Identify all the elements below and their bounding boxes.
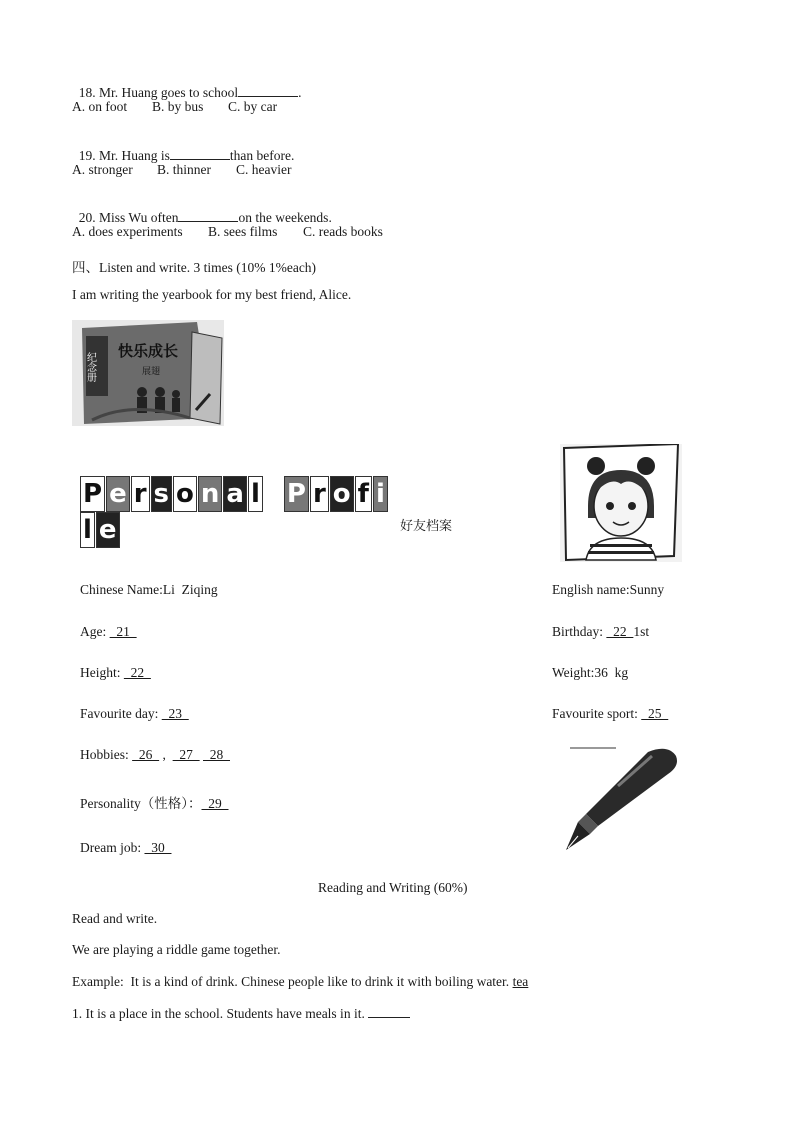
riddle-question-1: 1. It is a place in the school. Students have meals in it. <box>72 1005 410 1022</box>
title-letter: s <box>151 476 172 512</box>
section-4-heading: 四、Listen and write. 3 times (10% 1%each) <box>72 260 317 275</box>
q19-option-b[interactable]: B. thinner <box>157 162 211 177</box>
example-riddle: Example: It is a kind of drink. Chinese people like to drink it with boiling water. tea <box>72 974 529 989</box>
title-letter: l <box>80 512 95 548</box>
q19-option-a[interactable]: A. stronger <box>72 162 133 177</box>
q20-option-c[interactable]: C. reads books <box>303 224 383 239</box>
q20-option-a[interactable]: A. does experiments <box>72 224 183 239</box>
blank-22-birthday[interactable]: 22 <box>606 624 634 639</box>
title-letter: r <box>310 476 329 512</box>
q18-option-c[interactable]: C. by car <box>228 99 278 114</box>
riddle-intro: We are playing a riddle game together. <box>72 942 281 957</box>
title-letter: o <box>173 476 197 512</box>
title-letter: P <box>80 476 105 512</box>
blank-26[interactable]: 26 <box>132 747 160 762</box>
blank-28[interactable]: 28 <box>203 747 230 762</box>
title-letter: P <box>284 476 309 512</box>
q20-option-b[interactable]: B. sees films <box>208 224 278 239</box>
yearbook-album-image <box>72 320 224 426</box>
album-title: 快乐成长 <box>118 342 179 360</box>
girl-portrait-image <box>560 444 682 562</box>
blank-27[interactable]: 27 <box>172 747 200 762</box>
blank-21[interactable]: 21 <box>109 624 137 639</box>
album-side-text: 纪念册 <box>84 352 96 382</box>
title-letter: a <box>223 476 247 512</box>
title-letter: e <box>106 476 130 512</box>
reading-writing-heading: Reading and Writing (60%) <box>318 880 468 895</box>
weight-row: Weight:36 kg <box>552 665 629 680</box>
question-20: 20. Miss Wu often on the weekends. <box>78 210 332 225</box>
question-19: 19. Mr. Huang is than before. <box>78 148 295 163</box>
example-answer: tea <box>512 974 529 989</box>
height-row: Height: 22 <box>80 665 151 680</box>
read-and-write-instruction: Read and write. <box>72 911 158 926</box>
riddle-1-blank[interactable] <box>368 1005 410 1018</box>
title-letter: i <box>373 476 388 512</box>
title-letter: o <box>330 476 354 512</box>
blank-30[interactable]: 30 <box>144 840 172 855</box>
profile-subtitle: 好友档案 <box>400 519 453 534</box>
q19-option-c[interactable]: C. heavier <box>236 162 292 177</box>
q18-blank[interactable] <box>238 84 298 97</box>
fountain-pen-image <box>556 744 682 856</box>
section-4-intro: I am writing the yearbook for my best friend, Alice. <box>72 287 352 302</box>
q18-stem: 18. Mr. Huang goes to school <box>78 85 239 100</box>
q18-option-b[interactable]: B. by bus <box>152 99 204 114</box>
q18-option-a[interactable]: A. on foot <box>72 99 128 114</box>
blank-23[interactable]: 23 <box>161 706 189 721</box>
question-18: 18. Mr. Huang goes to school . <box>78 85 302 100</box>
personality-row: Personality（性格）： 29 <box>80 796 229 811</box>
title-letter: n <box>198 476 223 512</box>
favourite-day-row: Favourite day: 23 <box>80 706 189 721</box>
q19-blank[interactable] <box>170 147 230 160</box>
age-row: Age: 21 <box>80 624 137 639</box>
title-letter: e <box>96 512 120 548</box>
title-letter: f <box>355 476 372 512</box>
album-subtitle: 展翅 <box>142 367 161 377</box>
personal-profile-title <box>80 476 395 545</box>
title-letter: l <box>248 476 263 512</box>
blank-22-height[interactable]: 22 <box>123 665 151 680</box>
chinese-name: Chinese Name:Li Ziqing <box>80 582 218 597</box>
favourite-sport-row: Favourite sport: 25 <box>552 706 669 721</box>
title-letter: r <box>131 476 150 512</box>
birthday-row: Birthday: 22 1st <box>552 624 650 639</box>
q20-blank[interactable] <box>178 209 238 222</box>
english-name: English name:Sunny <box>552 582 665 597</box>
blank-25[interactable]: 25 <box>641 706 669 721</box>
blank-29[interactable]: 29 <box>201 796 229 811</box>
hobbies-row: Hobbies: 26 , 27 28 <box>80 747 230 762</box>
dream-job-row: Dream job: 30 <box>80 840 172 855</box>
